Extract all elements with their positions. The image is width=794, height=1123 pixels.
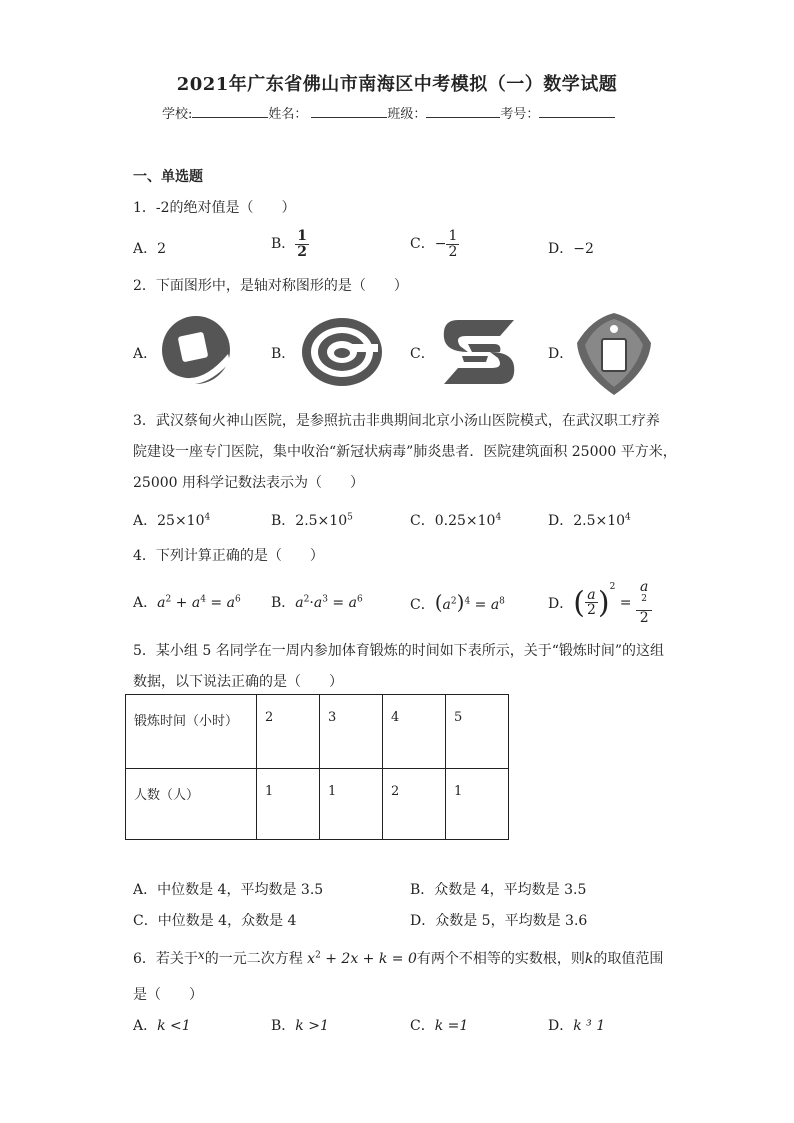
option-base: 2.5×10 — [573, 513, 626, 529]
q5-option-a[interactable]: A．中位数是 4，平均数是 3.5 — [133, 882, 324, 898]
operator: · — [309, 595, 314, 611]
denominator: 2 — [639, 610, 649, 627]
variable: a — [295, 595, 304, 611]
option-label: D． — [548, 513, 574, 529]
operator: = — [332, 595, 345, 611]
table-cell: 2 — [383, 769, 446, 840]
denominator: 2 — [297, 243, 308, 260]
exponent: 4 — [625, 512, 631, 523]
paren: ( — [434, 590, 443, 614]
variable: a — [226, 595, 235, 611]
paren: ( — [573, 585, 585, 621]
variable: x — [197, 948, 205, 962]
denominator: 2 — [448, 243, 458, 260]
variable: a — [191, 595, 201, 611]
exponent: 4 — [495, 512, 502, 523]
q1-option-c[interactable] — [410, 229, 459, 259]
numerator: a — [585, 588, 598, 604]
exponent: 5 — [347, 512, 353, 523]
option-label: A． — [133, 1018, 158, 1034]
exam-no-field[interactable] — [539, 105, 615, 118]
question-3-line-1: 3．武汉蔡甸火神山医院，是参照抗击非典期间北京小汤山医院模式，在武汉职工疗养 — [133, 413, 660, 429]
exponent: 2 — [609, 581, 616, 592]
table-cell: 5 — [446, 695, 509, 769]
option-label: A． — [133, 595, 158, 611]
q2-option-b[interactable]: B． — [271, 346, 296, 362]
exponent: 4 — [464, 596, 471, 607]
option-label: C． — [410, 236, 435, 253]
class-label: 班级： — [387, 107, 427, 122]
option-label: A． — [133, 513, 158, 529]
fraction — [585, 588, 598, 618]
table-cell: 1 — [257, 769, 320, 840]
operator: = — [619, 594, 632, 611]
option-label: C． — [410, 1018, 435, 1034]
ornament-logo-d-icon — [575, 311, 653, 397]
table-cell: 锻炼时间（小时） — [126, 695, 257, 769]
exponent: 2 — [450, 596, 457, 607]
name-label: 姓名： — [268, 107, 308, 122]
exponent: 3 — [322, 594, 328, 605]
fraction — [636, 580, 652, 626]
option-value: k =1 — [434, 1018, 469, 1034]
operator: = — [210, 595, 223, 611]
q6-option-b[interactable] — [271, 1015, 329, 1035]
option-base: 2.5×10 — [295, 513, 348, 529]
q6-option-c[interactable] — [410, 1015, 468, 1035]
exponent: 6 — [234, 594, 241, 605]
option-label: B． — [271, 1018, 296, 1034]
text: 的一元二次方程 — [204, 951, 303, 967]
table-row — [126, 695, 509, 769]
q4-option-a[interactable] — [133, 592, 241, 612]
name-field[interactable] — [311, 105, 387, 118]
denominator: 2 — [586, 602, 596, 619]
option-label: B． — [271, 513, 296, 529]
option-base: 0.25×10 — [434, 513, 496, 529]
text: 有两个不相等的实数根，则 — [416, 951, 585, 967]
option-label: B． — [271, 595, 296, 611]
option-value: k ³ 1 — [573, 1018, 606, 1034]
variable: a — [490, 597, 500, 613]
bank-logo-a-icon — [158, 312, 234, 388]
option-value: 2 — [157, 241, 167, 257]
q5-option-c[interactable]: C．中位数是 4，众数是 4 — [133, 913, 297, 929]
option-label: B． — [271, 236, 296, 253]
exponent: 2 — [315, 950, 321, 961]
class-field[interactable] — [426, 105, 500, 118]
text: 的取值范围 — [593, 951, 664, 967]
option-label: D． — [548, 595, 574, 612]
exponent: 2 — [165, 594, 172, 605]
paren: ) — [597, 585, 610, 621]
q2-option-a[interactable]: A． — [133, 346, 158, 362]
option-label: C． — [410, 513, 435, 529]
question-3-line-2: 院建设一座专门医院，集中收治“新冠状病毒”肺炎患者．医院建筑面积 25000 平方米， — [133, 444, 677, 460]
numerator: 1 — [448, 228, 458, 244]
question-5-line-2: 数据，以下说法正确的是（ ） — [133, 674, 343, 690]
q5-option-d[interactable]: D．众数是 5，平均数是 3.6 — [410, 913, 588, 929]
exponent: 6 — [356, 594, 363, 605]
q1-option-a[interactable] — [133, 238, 166, 258]
q1-option-b[interactable] — [271, 229, 309, 259]
question-6-line-2: 是（ ） — [133, 987, 203, 1003]
q1-option-d[interactable] — [548, 238, 594, 258]
q5-option-b[interactable]: B．众数是 4，平均数是 3.5 — [410, 882, 587, 898]
exponent: 4 — [200, 594, 206, 605]
question-2-stem: 2．下面图形中，是轴对称图形的是（ ） — [133, 278, 408, 294]
q3-option-b[interactable] — [271, 510, 353, 530]
q2-option-d[interactable]: D． — [548, 346, 574, 362]
student-info-line — [162, 103, 615, 122]
exponent: 2 — [303, 594, 310, 605]
exponent: 4 — [204, 512, 211, 523]
exponent: 2 — [641, 593, 648, 604]
q4-option-b[interactable] — [271, 592, 363, 612]
variable: a — [157, 595, 166, 611]
option-label: A． — [133, 241, 158, 257]
q4-option-d[interactable] — [548, 580, 652, 626]
s-logo-c-icon — [438, 316, 520, 388]
section-heading: 一、单选题 — [133, 169, 203, 185]
exercise-time-table — [125, 694, 509, 840]
text: 6．若关于 — [133, 951, 198, 967]
table-cell: 1 — [320, 769, 383, 840]
question-6-line-1 — [133, 948, 663, 968]
option-label: D． — [548, 1018, 574, 1034]
q3-option-d[interactable] — [548, 510, 631, 530]
table-row — [126, 769, 509, 840]
question-1-stem: 1．-2的绝对值是（ ） — [133, 200, 296, 216]
table-cell: 3 — [320, 695, 383, 769]
operator: = — [474, 597, 487, 613]
page-title: 2021年广东省佛山市南海区中考模拟（一）数学试题 — [176, 74, 618, 95]
option-value: −2 — [573, 241, 594, 257]
option-value: k >1 — [295, 1018, 329, 1034]
variable: a — [442, 597, 451, 613]
option-base: 25×10 — [157, 513, 205, 529]
table-cell: 1 — [446, 769, 509, 840]
exam-no-label: 考号： — [500, 107, 540, 122]
option-label: D． — [548, 241, 574, 257]
exponent: 8 — [499, 596, 505, 607]
fraction — [295, 229, 309, 259]
minus-sign: − — [434, 236, 447, 253]
numerator: a — [639, 579, 649, 595]
variable: a — [348, 595, 357, 611]
numerator: 1 — [297, 228, 308, 244]
operator: + — [175, 595, 188, 611]
q4-option-c[interactable] — [410, 590, 505, 614]
q3-option-c[interactable] — [410, 510, 501, 530]
paren: ) — [456, 590, 465, 614]
variable: a — [313, 595, 323, 611]
q6-option-d[interactable] — [548, 1015, 605, 1035]
spiral-logo-b-icon — [300, 316, 384, 388]
fraction — [446, 229, 459, 259]
q3-option-a[interactable] — [133, 510, 210, 530]
school-label: 学校: — [162, 107, 193, 122]
variable: k — [584, 951, 594, 967]
option-label: C． — [410, 597, 435, 613]
option-value: k <1 — [157, 1018, 191, 1034]
table-cell: 人数（人） — [126, 769, 257, 840]
q2-option-c[interactable]: C． — [410, 346, 435, 362]
school-field[interactable] — [192, 105, 268, 118]
question-4-stem: 4．下列计算正确的是（ ） — [133, 548, 324, 564]
table-cell: 4 — [383, 695, 446, 769]
question-5-line-1: 5．某小组 5 名同学在一周内参加体育锻炼的时间如下表所示，关于“锻炼时间”的这组 — [133, 643, 665, 659]
q6-option-a[interactable] — [133, 1015, 191, 1035]
question-3-line-3: 25000 用科学记数法表示为（ ） — [133, 475, 364, 491]
variable: x — [307, 951, 316, 967]
table-cell: 2 — [257, 695, 320, 769]
equation: + 2x + k = 0 — [325, 951, 417, 967]
